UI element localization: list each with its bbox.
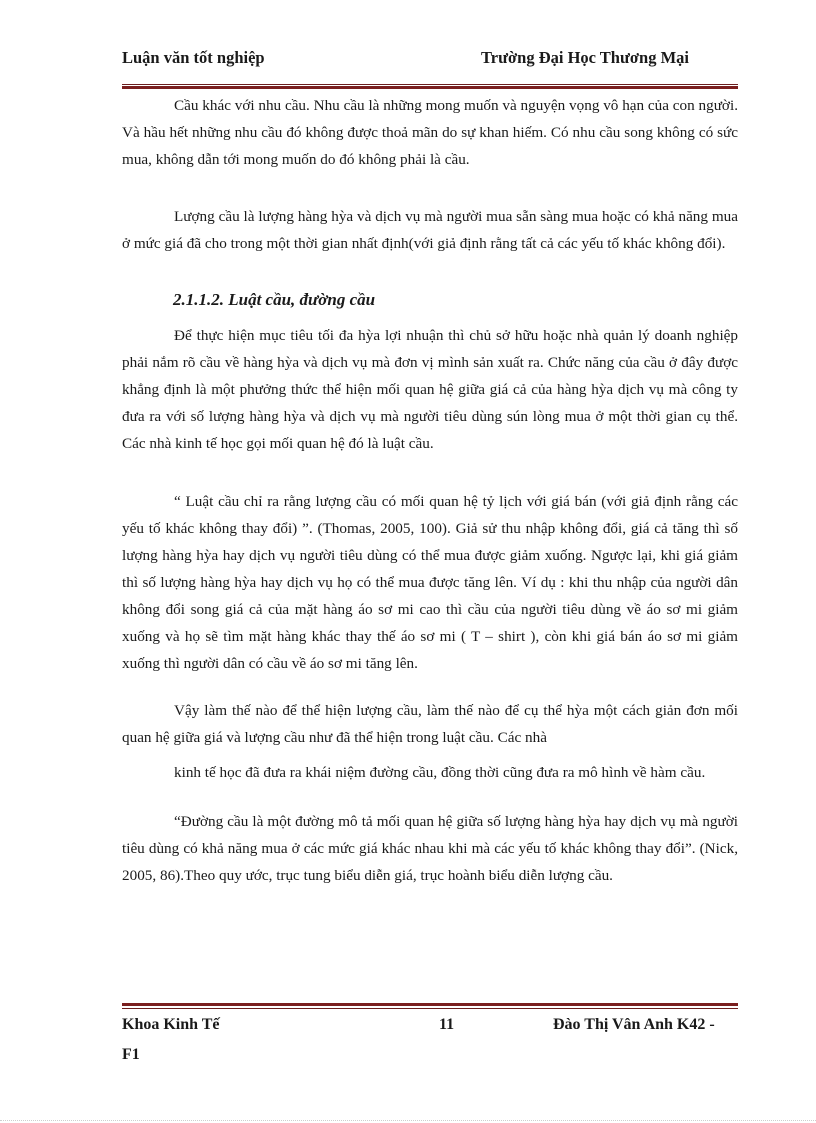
paragraph-2: Lượng cầu là lượng hàng hỳa và dịch vụ mà người mua sẵn sàng mua hoặc có khả năng mua ở mức giá đã cho trong một thời gian nhất định(với giả định rằng tất cả các yếu tố khác không đổi).: [122, 208, 738, 252]
paragraph-4: “ Luật cầu chỉ ra rằng lượng cầu có mối quan hệ tỷ lịch với giá bán (với giả định rằng các yếu tố khác không thay đổi) ”. (Thomas, 2005, 100). Giả sử thu nhập không đổi, giá cả tăng thì số lượng hàng hỳa hay dịch vụ người tiêu dùng có thể mua được giảm xuống. Ngược lại, khi giá giảm thì số lượng hàng hỳa hay dịch vụ họ có thể mua được tăng lên. Ví dụ : khi thu nhập của người dân không đổi song giá cả của mặt hàng áo sơ mi cao thì cầu của người tiêu dùng về áo sơ mi giảm xuống và họ sẽ tìm mặt hàng khác thay thế áo sơ mi ( T – shirt ), còn khi giá bán áo sơ mi giảm xuống thì người dân có cầu về áo sơ mi tăng lên.: [122, 493, 738, 672]
page-bottom-divider: [0, 1120, 816, 1121]
paragraph-5: Vậy làm thế nào để thể hiện lượng cầu, làm thế nào để cụ thể hỳa một cách giản đơn mối quan hệ giữa giá và lượng cầu như đã thể hiện trong luật cầu. Các nhà: [122, 702, 738, 746]
paragraph-6: kinh tế học đã đưa ra khái niệm đường cầu, đồng thời cũng đưa ra mô hình về hàm cầu.: [174, 764, 706, 781]
paragraph-3: Để thực hiện mục tiêu tối đa hỳa lợi nhuận thì chủ sở hữu hoặc nhà quản lý doanh nghiệp phải nắm rõ cầu về hàng hỳa và dịch vụ mà đơn vị mình sản xuất ra. Chức năng của cầu ở đây được khẳng định là một phưởng thức thể hiện mối quan hệ giữa giá cả của hàng hỳa dịch vụ mà công ty đưa ra với số lượng hàng hỳa và dịch vụ mà người tiêu dùng sún lòng mua ở một thời gian cụ thể. Các nhà kinh tế học gọi mối quan hệ đó là luật cầu.: [122, 327, 738, 452]
paragraph-7: “Đường cầu là một đường mô tả mối quan hệ giữa số lượng hàng hỳa hay dịch vụ mà người tiêu dùng có khả năng mua ở các mức giá khác nhau khi mà các yếu tố khác không thay đổi”. (Nick, 2005, 86).Theo quy ước, trục tung biểu diễn giá, trục hoành biểu diễn lượng cầu.: [122, 813, 738, 884]
header-right-title: Trường Đại Học Thương Mại: [481, 48, 689, 67]
header-rule-top: [122, 84, 738, 85]
footer-rule-bottom: [122, 1008, 738, 1009]
footer-rule-top: [122, 1003, 738, 1006]
header-left-title: Luận văn tốt nghiệp: [122, 48, 265, 67]
page-number: 11: [439, 1016, 455, 1033]
footer-author-continuation: F1: [122, 1046, 140, 1063]
footer-author: Đào Thị Vân Anh K42 -: [553, 1016, 715, 1033]
header-rule-bottom: [122, 86, 738, 89]
paragraph-1: Cầu khác với nhu cầu. Nhu cầu là những mong muốn và nguyện vọng vô hạn của con người. Và hầu hết những nhu cầu đó không được thoả mãn do sự khan hiếm. Có nhu cầu song không có sức mua, không dẫn tới mong muốn do đó không phải là cầu.: [122, 97, 738, 168]
footer-department: Khoa Kinh Tế: [122, 1016, 220, 1033]
section-title: 2.1.1.2. Luật cầu, đường cầu: [173, 290, 376, 309]
